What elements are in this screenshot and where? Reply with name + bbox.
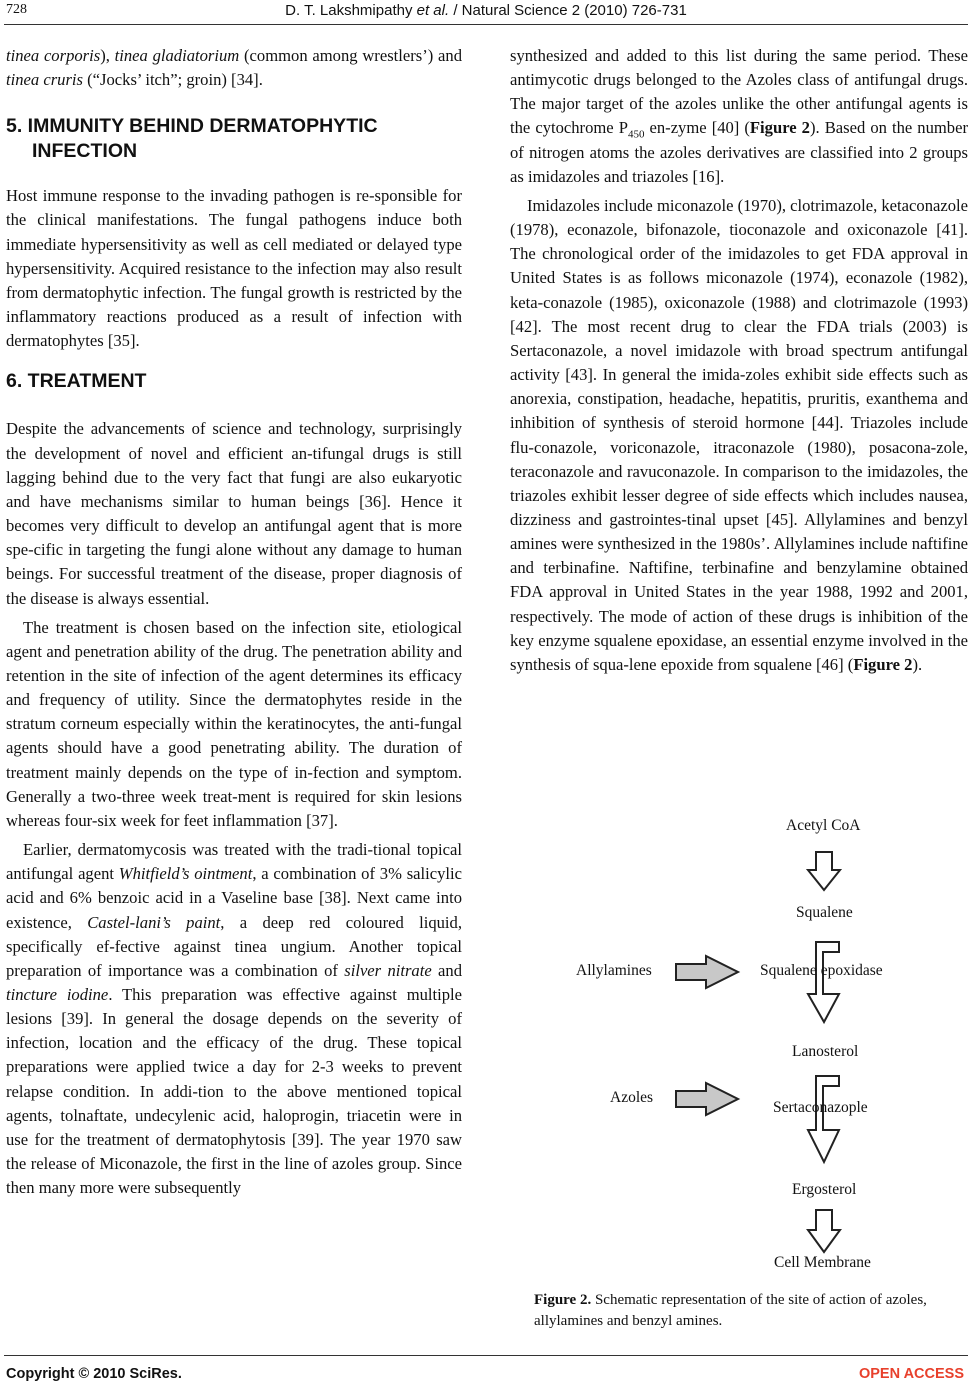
header-journal: / Natural Science 2 (2010) 726-731 <box>449 2 687 19</box>
italic-term: Castel-lani’s paint <box>87 912 221 932</box>
text-run: synthesized and added to this list during the same period. These antimycotic drugs belonged to the Azoles class of antifungal drugs. The major target of the azoles unlike the other antifungal agents is the cytochrome P <box>510 46 968 138</box>
running-header <box>0 2 972 19</box>
node-sertaconazople: Sertaconazople <box>773 1099 868 1116</box>
text-run: (“Jocks’ itch”; groin) [34]. <box>82 70 263 90</box>
paragraph-treatment-2: The treatment is chosen based on the infection site, etiological agent and penetration ability of the drug. The penetration ability and retention in the site of infection of the agent determines its efficacy and frequency of utility. Since the dermatophytes reside in the stratum corneum especially within the keratinocytes, the anti-fungal agents should have a good penetrating ability. The duration of treatment mainly depends on the type of in-fection and symptom. Generally a two-three week treat-ment is required for skin lesions whereas four-six week for feet inflammation [37]. <box>6 617 462 830</box>
italic-term: Whitfield’s ointment <box>118 864 253 884</box>
text-run: , a combination of 3% salicylic acid and 6% benzoic acid in a Vaseline base [38]. Next came into existence, <box>6 864 462 932</box>
text-run: and <box>431 960 463 980</box>
node-squalene: Squalene <box>796 904 853 921</box>
text-run: (common among wrestlers’) and <box>239 46 463 65</box>
node-lanosterol: Lanosterol <box>792 1043 859 1060</box>
inhibitor-azoles: Azoles <box>610 1089 654 1106</box>
down-arrow-3 <box>808 1076 839 1162</box>
italic-term: tinea corporis <box>6 46 101 65</box>
heading-line: INFECTION <box>32 140 138 163</box>
footer-rule <box>4 1355 968 1356</box>
text-run: Imidazoles include miconazole (1970), clotrimazole, ketaconazole (1978), econazole, bifonazole, tioconazole and oxiconazole [41]. The chronological order of the imidazoles to get FDA approval in United States is as follows miconazole (1974), econazole (1982), keta-conazole (1985), oxiconazole (1988) and clotrimazole (1993) [42]. The most recent drug to clear the FDA trials (2003) is Sertaconazole, a novel imidazole with broad spectrum antifungal activity [43]. In general the imida-zoles exhibit side effects such as anorexia, constipation, headache, hepatitis, pruritis, exanthema and inhibition of synthesis of steroid hormone [44]. Triazoles include flu-conazole, voriconazole, itraconazole (1980), posacona-zole, teraconazole and ravuconazole. In comparison to the imidazoles, the triazoles exhibit lesser degree of side effects which includes nausea, dizziness and gastrointes-tinal upset [45]. Allylamines and benzyl amines were synthesized in the 1980s’. Allylamines include naftifine and terbinafine. Naftifine, terbinafine and benzylamine obtained FDA approval in United States in the year 1988, 1992 and 2001, respectively. The mode of action of these drugs is inhibition of the key enzyme squalene epoxidase, an essential enzyme involved in the synthesis of squa-lene epoxide from squalene [46] ( <box>510 195 968 674</box>
paragraph-treatment-3 <box>6 838 462 1200</box>
page-number: 728 <box>6 2 27 17</box>
node-squalene-epoxidase: Squalene epoxidase <box>760 962 883 979</box>
text-run: ). Based on the number of nitrogen atoms the azoles derivatives are classified into 2 groups as imidazoles and triazoles [16]. <box>510 118 968 186</box>
heading-line: 5. IMMUNITY BEHIND DERMATOPHYTIC <box>6 115 378 138</box>
right-arrow-azoles <box>676 1083 738 1115</box>
node-acetyl-coa: Acetyl CoA <box>786 817 861 834</box>
header-etal: et al. <box>416 2 450 19</box>
header-authors: D. T. Lakshmipathy <box>285 2 417 19</box>
inhibitor-allylamines: Allylamines <box>576 962 652 979</box>
text-run: en-zyme [40] ( <box>644 118 750 138</box>
figure-reference: Figure 2 <box>853 654 913 674</box>
down-arrow-1 <box>808 852 840 890</box>
left-column <box>6 44 462 1200</box>
text-run: ), <box>100 46 115 65</box>
paragraph-azoles <box>510 44 968 189</box>
subscript: 450 <box>627 128 645 141</box>
paragraph-continued <box>6 44 462 92</box>
text-run: . This preparation was effective against multiple lesions [39]. In general the dosage depends on the severity of infection, location and the efficacy of the drug. These topical preparations were applied twice a day for 2-3 weeks to prevent relapse condition. In addi-tion to the above mentioned topical agents, tolnaftate, undecylenic acid, haloprogin, triacetin were in use for the treatment of dermatophytosis [39]. The year 1970 saw the release of Miconazole, the first in the line of azoles group. Since then many more were subsequently <box>6 985 463 1198</box>
text-run: Earlier, dermatomycosis was treated with the tradi-tional topical antifungal agent <box>6 840 462 884</box>
caption-text: Schematic representation of the site of action of azoles, allylamines and benzyl amines. <box>534 1292 927 1329</box>
header-rule <box>4 24 968 25</box>
text-run: , a deep red coloured liquid, specifically ef-fective against tinea ungium. Another topical preparation of importance was a combination of <box>6 912 462 980</box>
text-run: ). <box>912 654 923 674</box>
italic-term: tinea gladiatorium <box>114 46 240 65</box>
node-cell-membrane: Cell Membrane <box>774 1254 871 1271</box>
down-arrow-4 <box>808 1210 840 1252</box>
paragraph-imidazoles <box>510 194 968 677</box>
node-ergosterol: Ergosterol <box>792 1181 857 1198</box>
figure-reference: Figure 2 <box>749 118 810 138</box>
caption-label: Figure 2. <box>534 1292 592 1308</box>
right-column <box>510 44 968 677</box>
figure-caption <box>534 1290 954 1332</box>
open-access-label: OPEN ACCESS <box>858 1366 964 1382</box>
italic-term: tincture iodine <box>6 985 109 1004</box>
italic-term: tinea cruris <box>6 70 83 90</box>
copyright-notice: Copyright © 2010 SciRes. <box>6 1366 182 1382</box>
down-arrow-2 <box>808 942 839 1022</box>
section-heading-immunity <box>6 114 462 164</box>
section-heading-treatment: 6. TREATMENT <box>6 370 147 393</box>
right-arrow-allylamines <box>676 956 738 988</box>
figure-2-diagram <box>560 812 900 1282</box>
italic-term: silver nitrate <box>344 960 432 980</box>
paragraph-immunity: Host immune response to the invading pathogen is re-sponsible for the clinical manifestations. The fungal pathogens induce both immediate hypersensitivity as well as cell mediated or delayed type hypersensitivity. Acquired resistance to the infection may also result from dermatophytic infection. The fungal growth is restricted by the inflammatory reactions produced as a result of infection with dermatophytes [35]. <box>6 186 462 351</box>
paragraph-treatment-1: Despite the advancements of science and technology, surprisingly the development of novel and efficient an-tifungal drugs is still lagging behind due to the very fact that fungi are also eukaryotic and have mechanisms similar to human beings [36]. Hence it becomes very difficult to develop an antifungal agent that is more spe-cific in targeting the fungi alone without any damage to human beings. For successful treatment of the disease, proper diagnosis of the disease is always essential. <box>6 419 462 608</box>
